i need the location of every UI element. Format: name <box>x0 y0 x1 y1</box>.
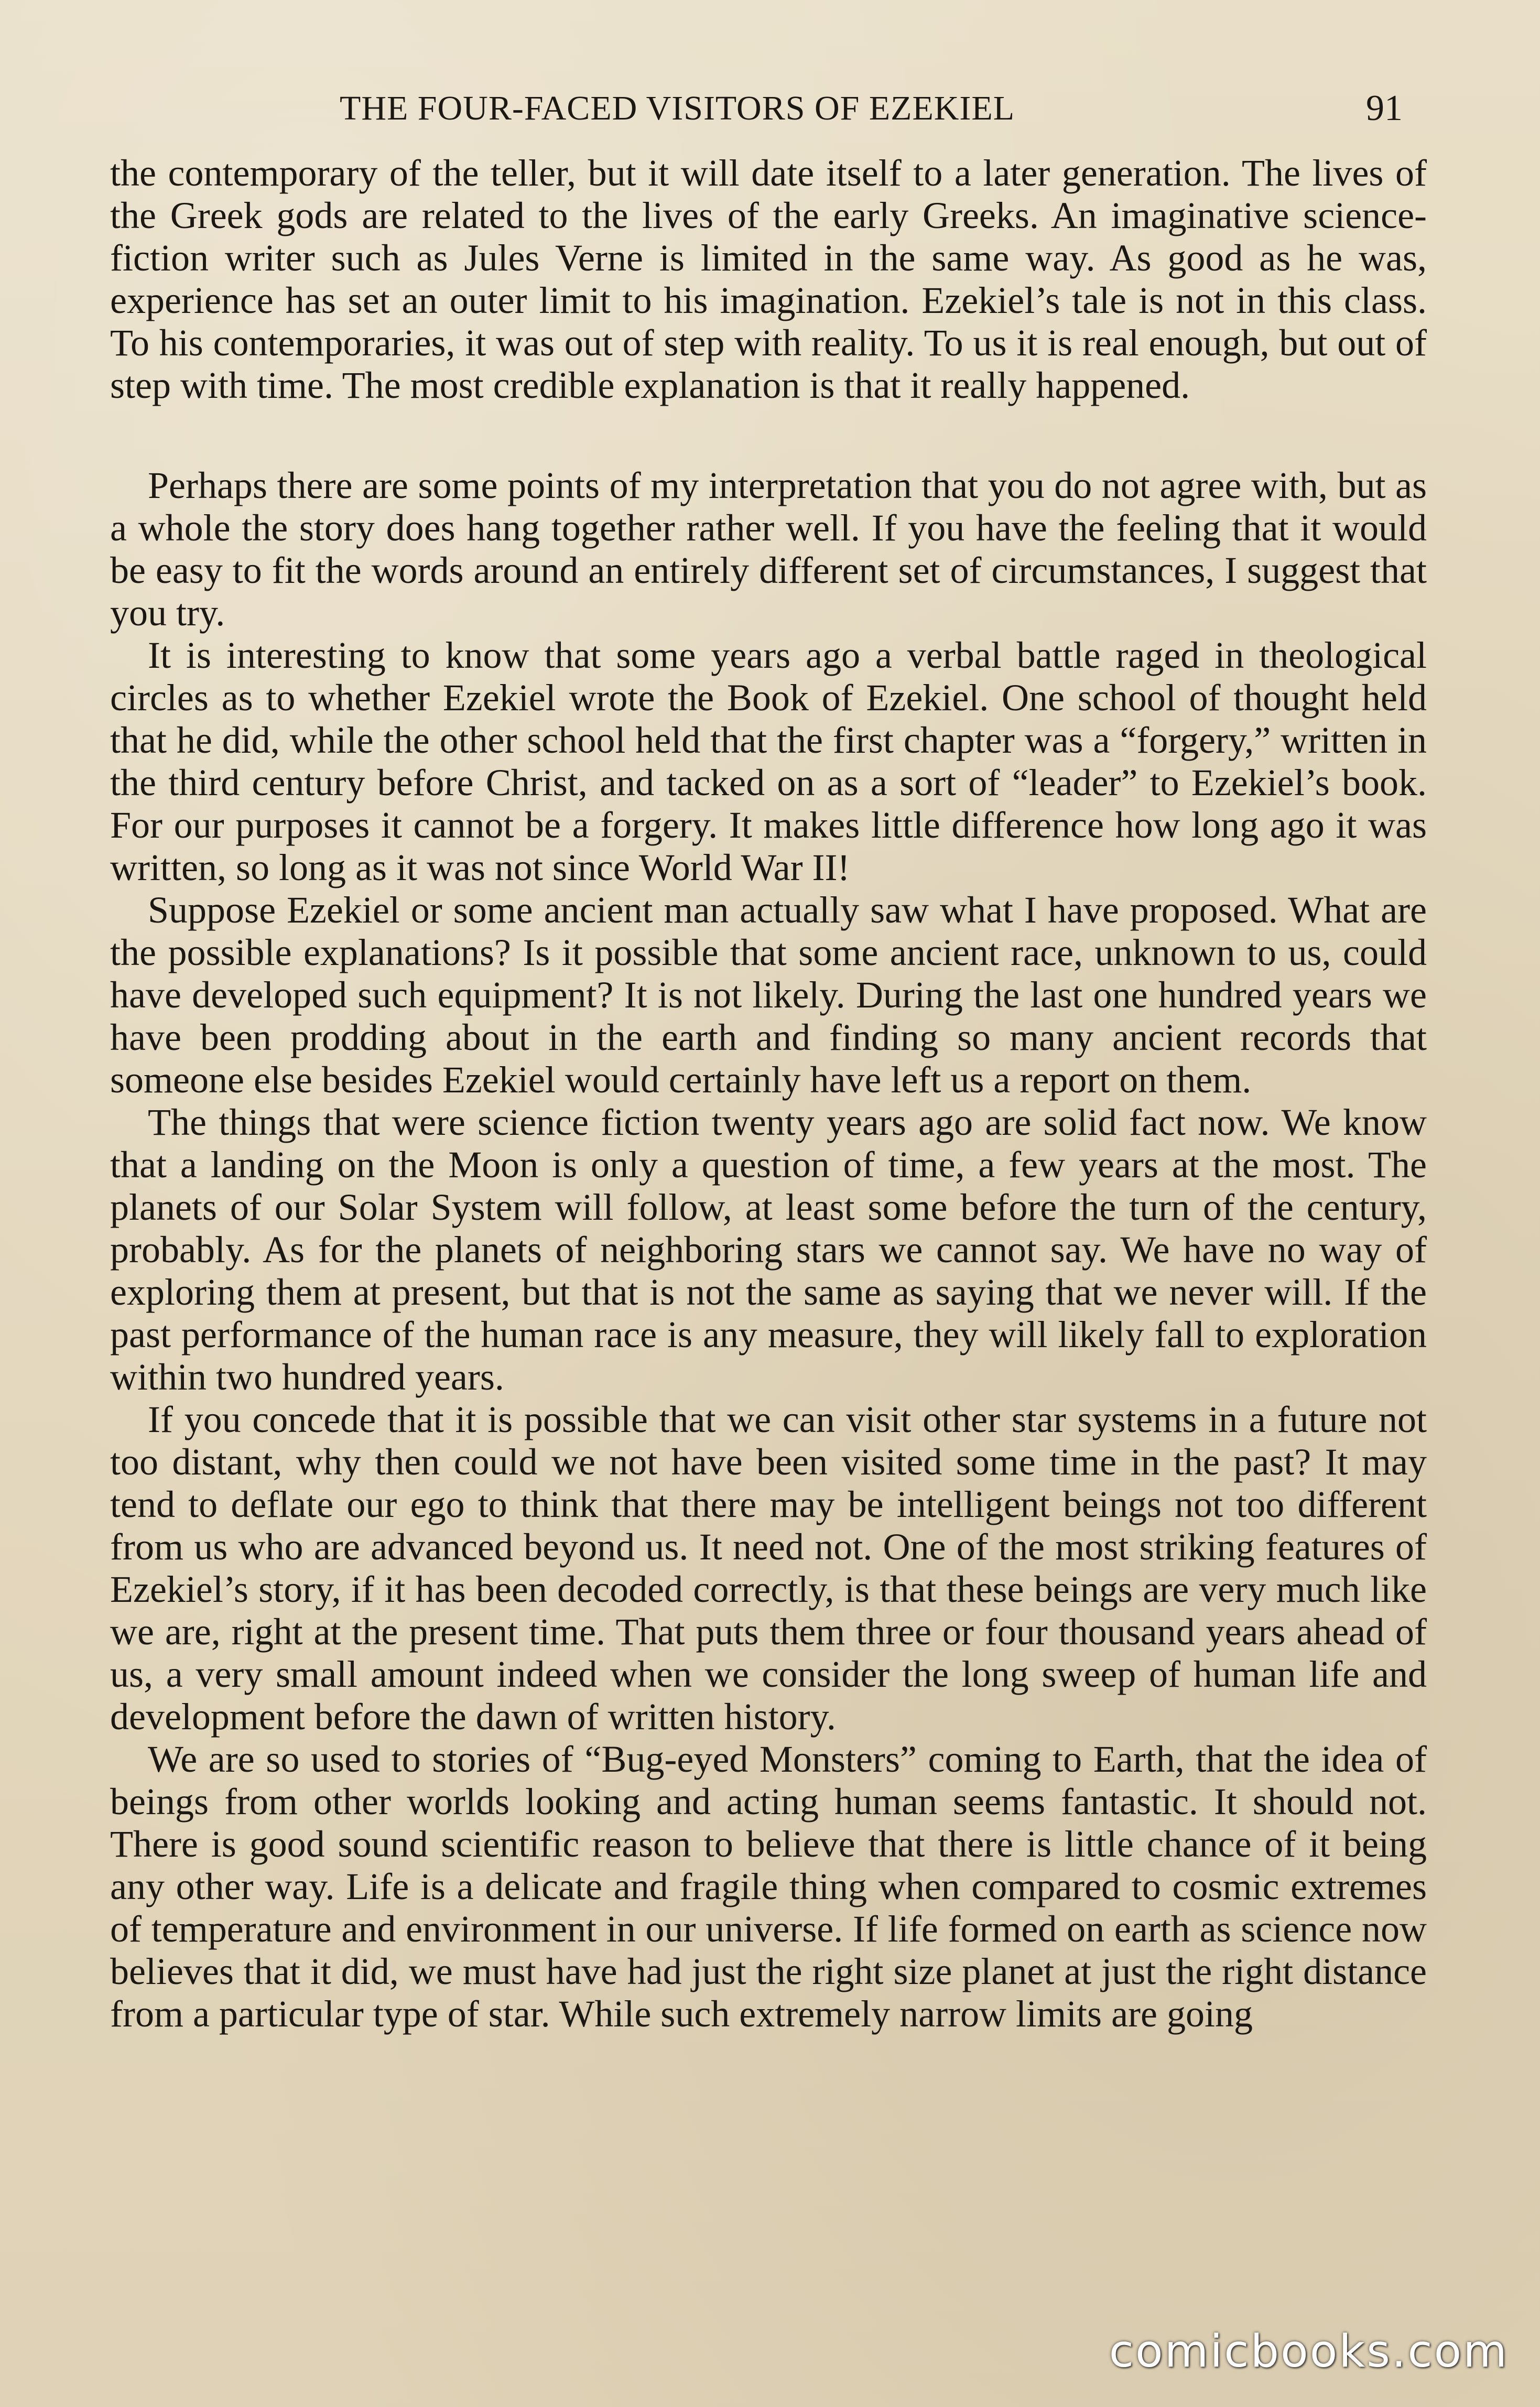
body-text <box>110 152 1427 2035</box>
paragraph-7: We are so used to stories of “Bug-eyed Monsters” coming to Earth, that the idea of beings from other worlds looking and acting human seems fantastic. It should not. There is good sound scientific reason to believe that there is little chance of it being any other way. Life is a delicate and fragile thing when compared to cosmic extremes of temperature and environment in our universe. If life formed on earth as science now believes that it did, we must have had just the right size planet at just the right distance from a particular type of star. While such extremely narrow limits are going <box>110 1738 1427 2035</box>
page-number: 91 <box>1366 88 1403 128</box>
running-head <box>105 85 1435 132</box>
paragraph-1: the contemporary of the teller, but it will date itself to a later generation. The lives of the Greek gods are related to the lives of the early Greeks. An imaginative science-fiction writer such as Jules Verne is limited in the same way. As good as he was, experience has set an outer limit to his imagination. Ezekiel’s tale is not in this class. To his contemporaries, it was out of step with reality. To us it is real enough, but out of step with time. The most credible explanation is that it really happened. <box>110 152 1427 406</box>
paragraph-2: Perhaps there are some points of my interpretation that you do not agree with, but as a whole the story does hang together rather well. If you have the feeling that it would be easy to fit the words around an entirely different set of circumstances, I suggest that you try. <box>110 464 1427 634</box>
paragraph-6: If you concede that it is possible that we can visit other star systems in a future not too distant, why then could we not have been visited some time in the past? It may tend to deflate our ego to think that there may be intelligent beings not too different from us who are advanced beyond us. It need not. One of the most striking features of Ezekiel’s story, if it has been decoded correctly, is that these beings are very much like we are, right at the present time. That puts them three or four thousand years ahead of us, a very small amount indeed when we consider the long sweep of human life and development before the dawn of written history. <box>110 1398 1427 1738</box>
paragraph-4: Suppose Ezekiel or some ancient man actually saw what I have proposed. What are the possible explanations? Is it possible that some ancient race, unknown to us, could have developed such equipment? It is not likely. During the last one hundred years we have been prodding about in the earth and finding so many ancient records that someone else besides Ezekiel would certainly have left us a report on them. <box>110 889 1427 1101</box>
paragraph-3: It is interesting to know that some years ago a verbal battle raged in theological circles as to whether Ezekiel wrote the Book of Ezekiel. One school of thought held that he did, while the other school held that the first chapter was a “forgery,” written in the third century before Christ, and tacked on as a sort of “leader” to Ezekiel’s book. For our purposes it cannot be a forgery. It makes little difference how long ago it was written, so long as it was not since World War II! <box>110 634 1427 888</box>
running-title: THE FOUR-FACED VISITORS OF EZEKIEL <box>340 89 1015 127</box>
paragraph-5: The things that were science fiction twenty years ago are solid fact now. We know that a landing on the Moon is only a question of time, a few years at the most. The planets of our Solar System will follow, at least some before the turn of the century, probably. As for the planets of neighboring stars we cannot say. We have no way of exploring them at present, but that is not the same as saying that we never will. If the past performance of the human race is any measure, they will likely fall to exploration within two hundred years. <box>110 1101 1427 1398</box>
site-watermark: comicbooks.com <box>1109 2325 1509 2378</box>
